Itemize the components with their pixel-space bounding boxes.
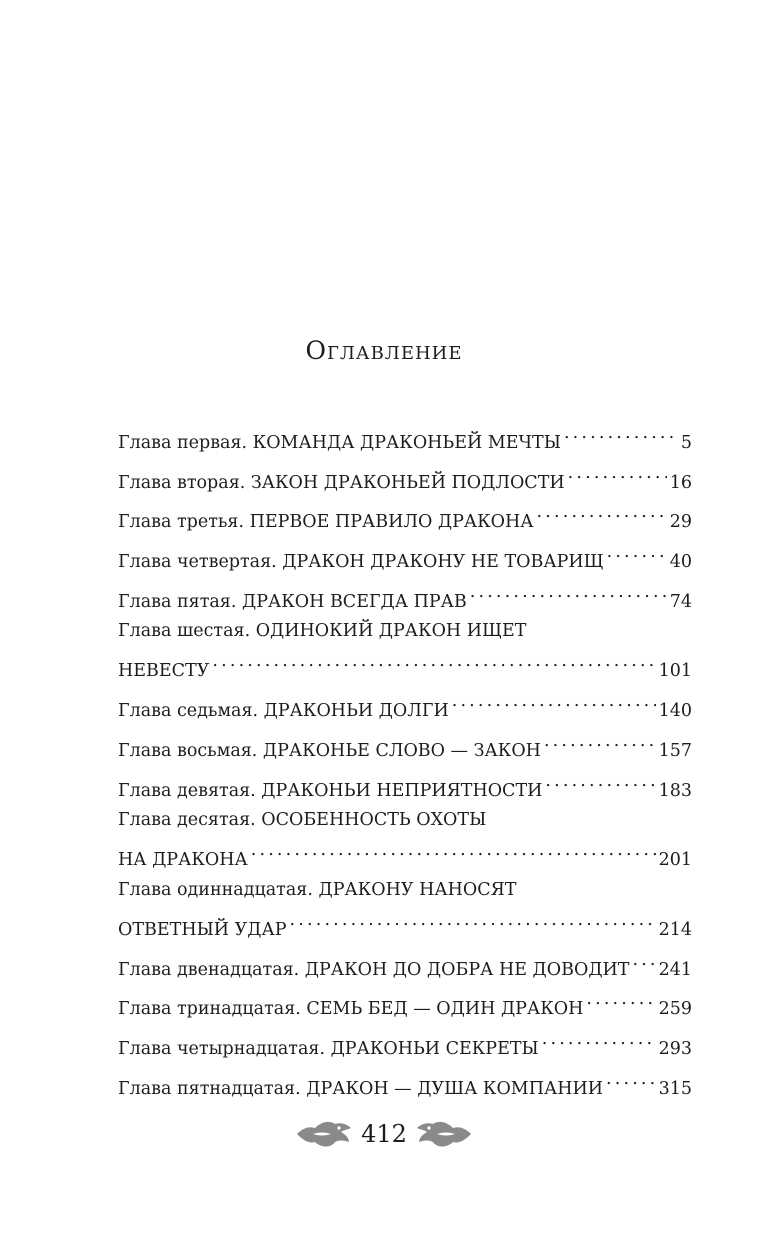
toc-entry-title: Глава первая. КОМАНДА ДРАКОНЬЕЙ МЕЧТЫ — [118, 433, 561, 453]
toc-entry[interactable] — [118, 537, 692, 573]
page-footer — [0, 1112, 768, 1156]
toc-entry-title: Глава двенадцатая. ДРАКОН ДО ДОБРА НЕ ДОВОДИТ — [118, 959, 630, 980]
toc-entry[interactable] — [118, 805, 692, 871]
toc-entry[interactable] — [118, 984, 692, 1020]
toc-entry[interactable] — [118, 616, 692, 682]
toc-entry-title-continued: НА ДРАКОНА — [118, 850, 248, 871]
toc-entry-title: Глава седьмая. ДРАКОНЬИ ДОЛГИ — [118, 701, 449, 722]
toc-entry[interactable] — [118, 458, 692, 493]
dot-leader — [251, 835, 656, 865]
toc-entry-page: 157 — [658, 740, 692, 761]
dragon-ornament-icon — [415, 1118, 473, 1150]
toc-entry[interactable] — [118, 945, 692, 980]
toc-entry-page: 201 — [658, 850, 692, 871]
dot-leader — [586, 984, 655, 1014]
dot-leader — [545, 766, 655, 796]
dot-leader — [470, 577, 667, 607]
toc-entry-title: Глава четырнадцатая. ДРАКОНЬИ СЕКРЕТЫ — [118, 1038, 539, 1059]
toc-entry-title: Глава шестая. ОДИНОКИЙ ДРАКОН ИЩЕТ — [118, 621, 527, 642]
dot-leader — [290, 905, 656, 935]
dot-leader — [544, 726, 656, 756]
toc-entry-title: Глава девятая. ДРАКОНЬИ НЕПРИЯТНОСТИ — [118, 780, 543, 801]
toc-entry-title: Глава одиннадцатая. ДРАКОНУ НАНОСЯТ — [118, 879, 517, 900]
toc-entry-title: Глава тринадцатая. СЕМЬ БЕД — ОДИН ДРАКОН — [118, 999, 584, 1020]
toc-entry[interactable] — [118, 726, 692, 761]
toc-entry-page: 241 — [658, 959, 692, 980]
dot-leader — [607, 537, 667, 567]
page-title: Оглавление — [305, 336, 463, 365]
toc-entry-page: 293 — [658, 1038, 692, 1059]
toc-entry[interactable] — [118, 686, 692, 722]
toc-entry[interactable] — [118, 418, 692, 453]
toc-entry-page: 259 — [658, 999, 692, 1020]
toc-entry-title-continued: НЕВЕСТУ — [118, 661, 210, 682]
toc-entry[interactable] — [118, 1064, 692, 1099]
toc-entry-page: 214 — [658, 919, 692, 940]
toc-entry-page: 140 — [658, 701, 692, 722]
dot-leader — [537, 497, 667, 527]
dot-leader — [632, 945, 655, 975]
dot-leader — [568, 458, 667, 488]
toc-entry-page: 5 — [680, 433, 692, 453]
toc-entry-title: Глава пятнадцатая. ДРАКОН — ДУША КОМПАНИИ — [118, 1078, 604, 1099]
toc-entry-title: Глава третья. ПЕРВОЕ ПРАВИЛО ДРАКОНА — [118, 512, 534, 533]
dragon-ornament-icon — [295, 1118, 353, 1150]
dot-leader — [564, 418, 678, 448]
dot-leader — [606, 1064, 656, 1094]
toc-entry[interactable] — [118, 577, 692, 612]
toc-entry-title-continued: ОТВЕТНЫЙ УДАР — [118, 919, 287, 940]
toc-entry-title: Глава десятая. ОСОБЕННОСТЬ ОХОТЫ — [118, 810, 487, 831]
toc-entry[interactable] — [118, 766, 692, 801]
toc-entry-title: Глава пятая. ДРАКОН ВСЕГДА ПРАВ — [118, 591, 467, 612]
dot-leader — [212, 646, 655, 676]
table-of-contents — [118, 418, 692, 1099]
dot-leader — [452, 686, 656, 716]
toc-entry-page: 40 — [669, 552, 692, 573]
toc-entry[interactable] — [118, 497, 692, 533]
toc-entry-page: 315 — [658, 1078, 692, 1099]
page-number: 412 — [361, 1120, 407, 1148]
toc-entry-page: 29 — [669, 512, 692, 533]
toc-entry[interactable] — [118, 875, 692, 940]
toc-entry-page: 101 — [658, 661, 692, 682]
toc-entry-page: 183 — [658, 780, 692, 801]
toc-entry[interactable] — [118, 1024, 692, 1059]
dot-leader — [542, 1024, 656, 1054]
toc-entry-page: 74 — [669, 591, 692, 612]
toc-entry-page: 16 — [669, 472, 692, 493]
toc-entry-title: Глава восьмая. ДРАКОНЬЕ СЛОВО — ЗАКОН — [118, 740, 541, 761]
toc-entry-title: Глава вторая. ЗАКОН ДРАКОНЬЕЙ ПОДЛОСТИ — [118, 472, 565, 493]
toc-entry-title: Глава четвертая. ДРАКОН ДРАКОНУ НЕ ТОВАРИЩ — [118, 552, 604, 573]
